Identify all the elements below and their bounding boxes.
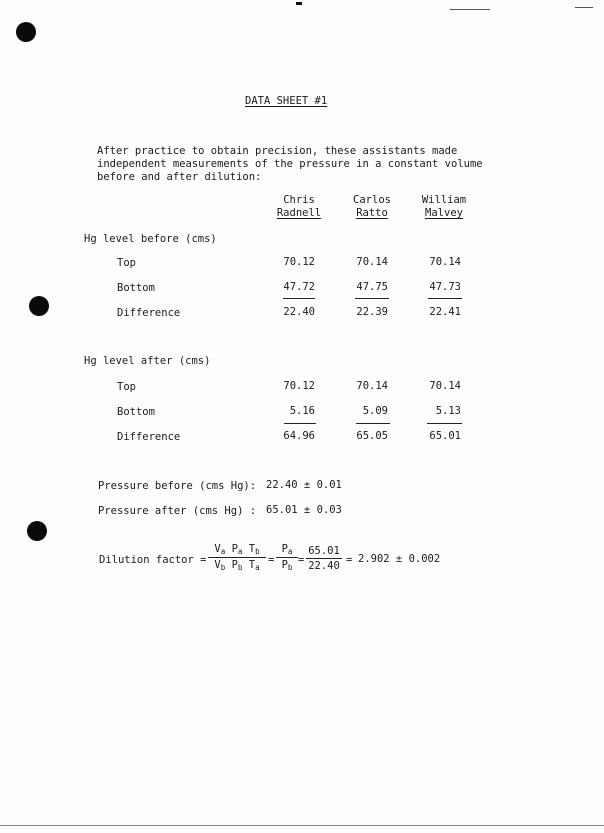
after-subtotal-rule bbox=[284, 423, 316, 424]
after-difference-value: 64.96 bbox=[283, 430, 315, 442]
before-difference-value: 22.39 bbox=[356, 306, 388, 318]
pressure-before-value: 22.40 ± 0.01 bbox=[266, 479, 342, 491]
before-subtotal-rule bbox=[428, 298, 462, 299]
assistant-1-last-name: Radnell bbox=[276, 207, 322, 219]
punch-hole-middle bbox=[29, 296, 49, 316]
after-difference-value: 65.01 bbox=[429, 430, 461, 442]
dilution-fraction-volumes: $\frac{V_a P_a T_b}{V_b P_b T_a}$ bbox=[208, 543, 266, 572]
assistant-1-first-name: Chris bbox=[283, 194, 315, 206]
before-bottom-value: 47.73 bbox=[429, 281, 461, 293]
dilution-fraction-pressures: $\frac{P_a}{P_b}$ bbox=[276, 543, 298, 572]
dilution-fraction-values: $\frac{65.01}{22.40}$ bbox=[306, 545, 342, 572]
assistant-2-last-name: Ratto bbox=[356, 207, 388, 219]
after-top-value: 70.14 bbox=[356, 380, 388, 392]
after-subtotal-rule bbox=[356, 423, 390, 424]
equals-sign: = bbox=[268, 554, 275, 566]
after-heading: Hg level after (cms) bbox=[84, 355, 211, 367]
equals-sign: = bbox=[298, 554, 305, 566]
page-title: DATA SHEET #1 bbox=[245, 95, 328, 107]
before-difference-value: 22.41 bbox=[429, 306, 461, 318]
before-top-value: 70.14 bbox=[429, 256, 461, 268]
intro-line-1: After practice to obtain precision, these assistants made bbox=[97, 145, 458, 157]
before-heading: Hg level before (cms) bbox=[84, 233, 217, 245]
page-bottom-edge bbox=[0, 825, 604, 826]
before-difference-value: 22.40 bbox=[283, 306, 315, 318]
before-subtotal-rule bbox=[355, 298, 389, 299]
after-difference-label: Difference bbox=[117, 431, 181, 443]
punch-hole-bottom bbox=[27, 521, 47, 541]
before-subtotal-rule bbox=[283, 298, 315, 299]
after-top-label: Top bbox=[117, 381, 136, 393]
before-difference-label: Difference bbox=[117, 307, 181, 319]
assistant-3-first-name: William bbox=[421, 194, 467, 206]
after-bottom-value: 5.16 bbox=[289, 405, 315, 417]
intro-line-2: independent measurements of the pressure in a constant volume bbox=[97, 158, 483, 170]
after-top-value: 70.14 bbox=[429, 380, 461, 392]
pressure-after-label: Pressure after (cms Hg) : bbox=[98, 505, 257, 517]
intro-line-3: before and after dilution: bbox=[97, 171, 262, 183]
after-difference-value: 65.05 bbox=[356, 430, 388, 442]
scan-speck bbox=[450, 9, 490, 10]
assistant-3-last-name: Malvey bbox=[425, 207, 463, 219]
scan-speck bbox=[575, 7, 593, 8]
before-bottom-value: 47.72 bbox=[283, 281, 315, 293]
before-bottom-value: 47.75 bbox=[356, 281, 388, 293]
before-top-value: 70.14 bbox=[356, 256, 388, 268]
assistant-2-first-name: Carlos bbox=[353, 194, 391, 206]
scan-speck bbox=[296, 2, 302, 5]
after-bottom-label: Bottom bbox=[117, 406, 155, 418]
dilution-result: 2.902 ± 0.002 bbox=[358, 553, 441, 565]
after-top-value: 70.12 bbox=[283, 380, 315, 392]
before-top-value: 70.12 bbox=[283, 256, 315, 268]
pressure-after-value: 65.01 ± 0.03 bbox=[266, 504, 342, 516]
punch-hole-top bbox=[16, 22, 36, 42]
pressure-before-label: Pressure before (cms Hg): bbox=[98, 480, 257, 492]
after-bottom-value: 5.13 bbox=[435, 405, 461, 417]
dilution-label: Dilution factor = bbox=[99, 554, 207, 566]
before-top-label: Top bbox=[117, 257, 136, 269]
equals-sign: = bbox=[346, 554, 353, 566]
after-subtotal-rule bbox=[427, 423, 462, 424]
after-bottom-value: 5.09 bbox=[362, 405, 388, 417]
before-bottom-label: Bottom bbox=[117, 282, 155, 294]
